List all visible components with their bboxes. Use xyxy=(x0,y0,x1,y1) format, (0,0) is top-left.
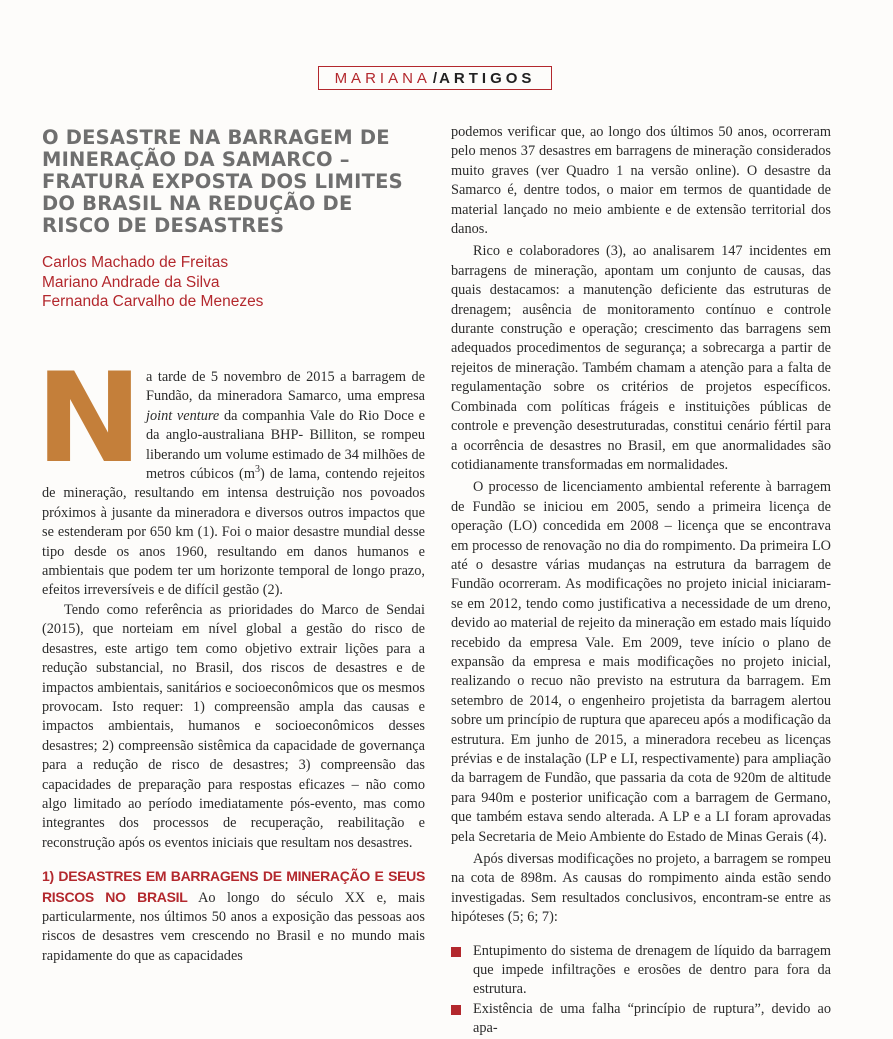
section-category: ARTIGOS xyxy=(439,69,536,87)
paragraph-2: Tendo como referência as prioridades do Marco de Sendai (2015), que norteiam em nível global a gestão do risco de desastres, este artigo tem como objetivo extrair lições para a redução substancial, no Brasil, dos riscos de desastres e de impactos ambientais, sanitários e socioeconômicos que os mesmos provocam. Isto requer: 1) compreensão ampla das causas e impactos ambientais, humanos e socioeconômicos desses desastres; 2) compreensão sistêmica da capacidade de governança para a redução de risco de desastres; 3) compreensão das capacidades de preparação para respostas eficazes – não como algo limitado ao período imediatamente pós-evento, mas como integrantes dos processos de recuperação, reabilitação e reconstrução após os eventos iniciais que resultam nos desastres. xyxy=(42,601,425,851)
paragraph-r1: podemos verificar que, ao longo dos últimos 50 anos, ocorreram pelo menos 37 desastres em barragens de mineração considerados muito graves (ver Quadro 1 na versão online). O desastre da Samarco é, dentre todos, o maior em termos de quantidade de material lançado no meio ambiente e de extensão territorial dos danos. xyxy=(451,124,831,238)
paragraph-r3: O processo de licenciamento ambiental referente à barragem de Fundão se iniciou em 2005, sendo a primeira licença de operação (LO) concedida em 2008 – licença que se encontrava em processo de renovação no dia do rompimento. Da primeira LO até o desastre várias mudanças na estrutura da barragem de Fundão ocorreram. As modificações no projeto inicial iniciaram-se em 2012, tendo como justificativa a necessidade de um dreno, devido ao material de rejeito da mineração em estado mais líquido recebido da empresa Vale. Em 2009, teve início o plano de expansão da empresa e mais modificações no projeto inicial, realizando o recuo não previsto na estrutura da barragem. Em setembro de 2014, o engenheiro projetista da barragem alertou sobre um princípio de ruptura que apareceu após a modificação da estrutura. Em junho de 2015, a mineradora recebeu as licenças prévias e de instalação (LP e LI, respectivamente) para ampliação da barragem de Fundão, que passaria da cota de 920m de altitude para 940m e posterior unificação com a barragem de Germano, que também estava sendo alterada. A LP e a LI foram aprovadas pela Secretaria de Meio Ambiente do Estado de Minas Gerais (4). xyxy=(451,479,831,845)
dropcap-letter: N xyxy=(35,345,143,491)
italic-term: joint venture xyxy=(146,407,220,424)
author-list xyxy=(42,253,427,312)
paragraph-r4: Após diversas modificações no projeto, a barragem se rompeu na cota de 898m. As causas do rompimento ainda estão sendo investigadas. Sem resultados conclusivos, encontram-se entre as hipóteses (5; 6; 7): xyxy=(451,851,831,926)
hypothesis-list xyxy=(451,942,831,1039)
section-label xyxy=(318,66,552,90)
article-title: O DESASTRE NA BARRAGEM DE MINERAÇÃO DA SAMARCO – FRATURA EXPOSTA DOS LIMITES DO BRASIL NA REDUÇÃO DE RISCO DE DESASTRES xyxy=(42,126,403,237)
author-name: Carlos Machado de Freitas xyxy=(42,254,229,271)
paragraph-r2: Rico e colaboradores (3), ao analisarem 147 incidentes em barragens de mineração, apontam um conjunto de causas, das quais destacamos: a manutenção deficiente das estruturas de drenagem; ausência de monitoramento contínuo e controle durante construção e operação; crescimento das barragens sem adequados procedimentos de segurança; a sobrecarga a partir de rejeitos de mineração. Também chamam a atenção para a falta de regulamentação sobre os critérios de projetos específicos. Combinada com políticas frágeis e instituições públicas de controle e prevenção desestruturadas, constitui cenário fértil para a ocorrência de desastres no Brasil, em que anormalidades são cotidianamente transformadas em normalidades. xyxy=(451,243,831,473)
paragraph-1: a tarde de 5 novembro de 2015 a barragem de Fundão, da mineradora Samarco, uma empresa joint venture da companhia Vale do Rio Doce e da anglo-australiana BHP- Billiton, se rompeu liberando um volume estimado de 34 milhões de metros cúbicos $(m^3)$ de lama, contendo rejeitos de mineração, resultando em intensa destruição nos povoados próximos à jusante da mineradora e diversos outros impactos que se estenderam por 650 km (1). Foi o maior desastre mundial desse tipo desde os anos 1960, resultando em danos humanos e ambientais que podem ter um horizonte temporal de longo prazo, efeitos irreversíveis e de difícil gestão (2). xyxy=(42,369,425,599)
author-name: Fernanda Carvalho de Menezes xyxy=(42,293,264,310)
author-name: Mariano Andrade da Silva xyxy=(42,273,220,291)
superscript: 3 xyxy=(254,464,260,476)
section-name: MARIANA xyxy=(334,69,431,87)
square-bullet-icon xyxy=(451,947,461,957)
left-column xyxy=(35,345,425,966)
dropcap xyxy=(35,345,143,491)
right-column xyxy=(451,123,831,1039)
list-item: Entupimento do sistema de drenagem de líquido da barragem que impede infiltrações e erosões de dentro para fora da estrutura. xyxy=(451,942,831,1000)
square-bullet-icon xyxy=(451,1005,461,1015)
section-separator: / xyxy=(432,69,438,87)
paragraph-3: 1) DESASTRES EM BARRAGENS DE MINERAÇÃO E SEUS RISCOS NO BRASIL Ao longo do século XX e, mais particularmente, nos últimos 50 anos a exposição das pessoas aos riscos de desastres vem crescendo no Brasil e no mundo mais rapidamente do que as capacidades xyxy=(42,868,425,964)
list-item: Existência de uma falha “princípio de ruptura”, devido ao apa- xyxy=(451,1000,831,1039)
section-subheading: 1) DESASTRES EM BARRAGENS DE MINERAÇÃO E SEUS RISCOS NO BRASIL xyxy=(42,868,425,905)
